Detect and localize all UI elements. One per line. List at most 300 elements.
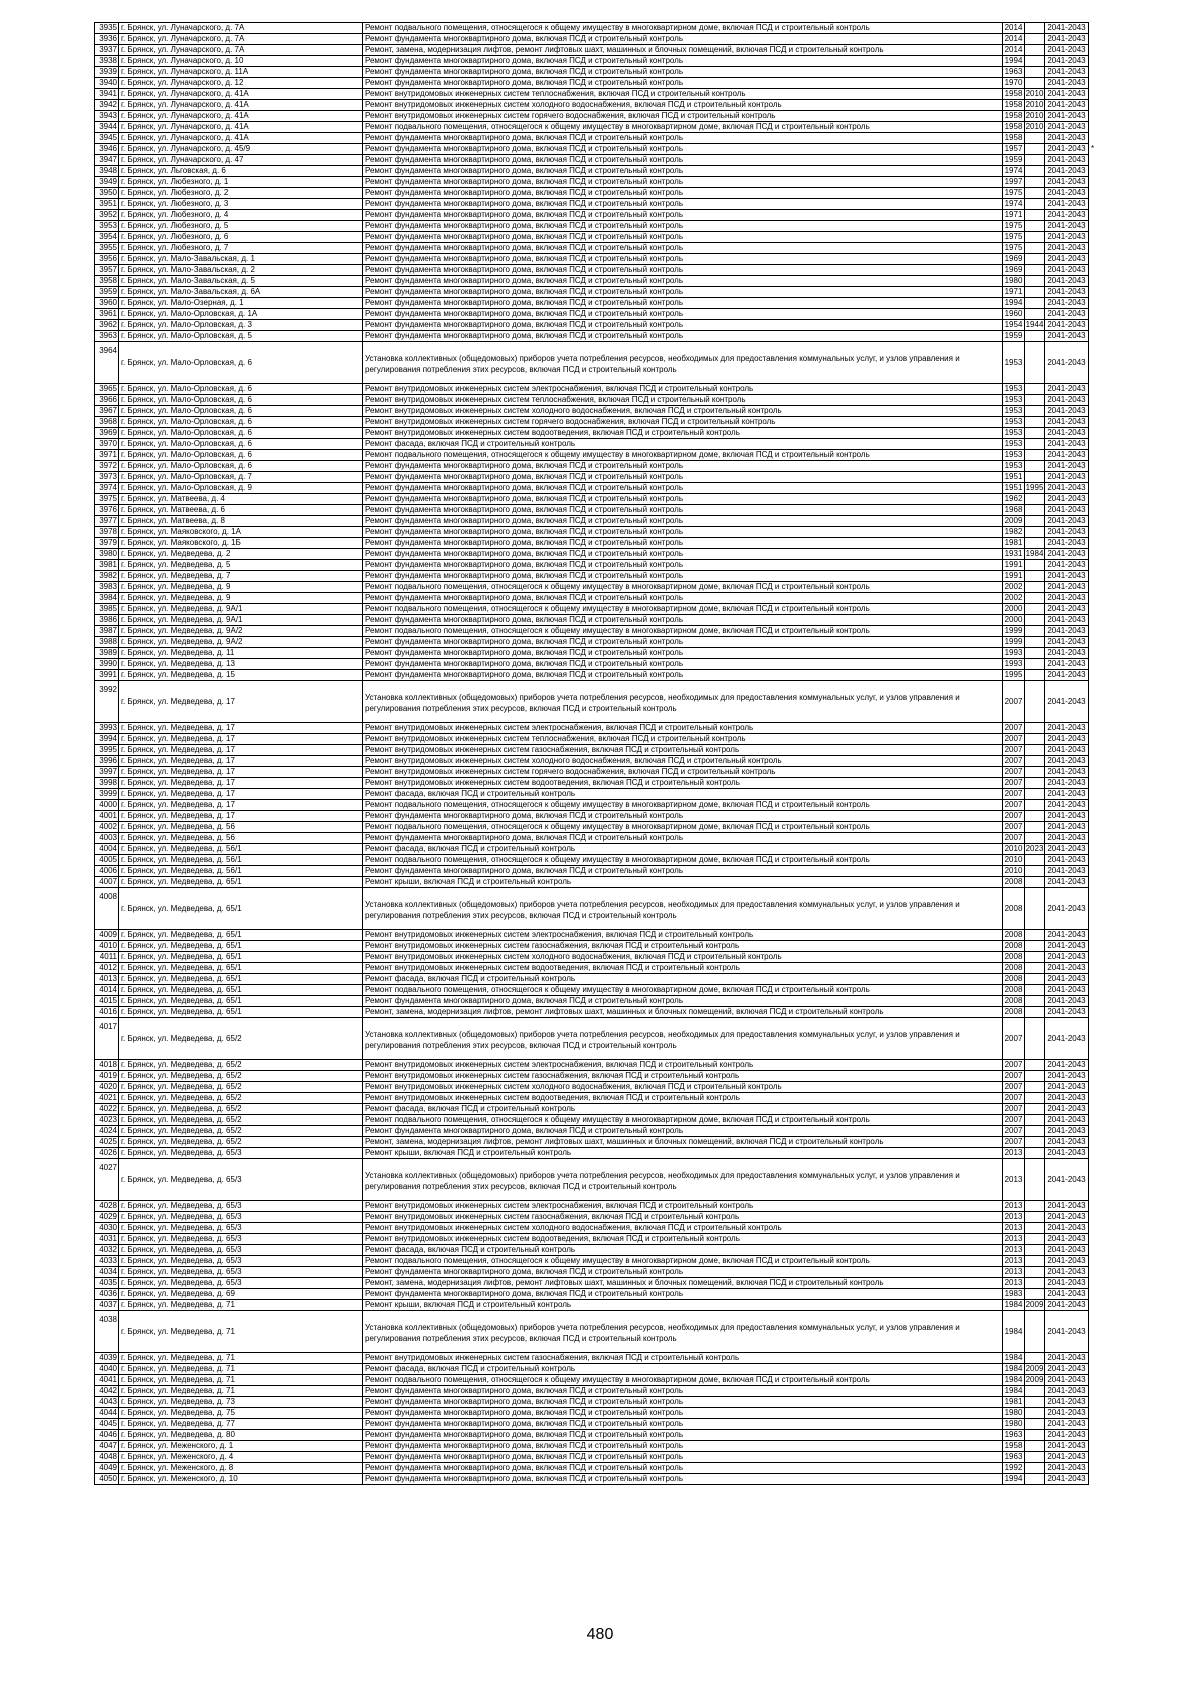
year-built-cell: 2007 (1003, 745, 1025, 756)
row-number-cell: 4045 (95, 1419, 119, 1430)
address-cell: г. Брянск, ул. Медведева, д. 13 (119, 659, 363, 670)
note-mark-cell (1089, 331, 1140, 342)
note-mark-cell (1089, 538, 1140, 549)
note-mark-cell (1089, 111, 1140, 122)
year-built-cell: 1958 (1003, 100, 1025, 111)
note-mark-cell (1089, 615, 1140, 626)
row-number-cell: 3983 (95, 582, 119, 593)
table-row (95, 1071, 1140, 1082)
table-row (95, 494, 1140, 505)
work-type-cell: Ремонт внутридомовых инженерных систем холодного водоснабжения, включая ПСД и строительный контроль (363, 100, 1003, 111)
planned-period-cell: 2041-2043 (1045, 265, 1089, 276)
row-number-cell: 3964 (95, 342, 119, 384)
year-built-cell: 2007 (1003, 681, 1025, 723)
planned-period-cell: 2041-2043 (1045, 1278, 1089, 1289)
note-mark-cell (1089, 659, 1140, 670)
address-cell: г. Брянск, ул. Медведева, д. 77 (119, 1419, 363, 1430)
note-mark-cell (1089, 604, 1140, 615)
note-mark-cell (1089, 637, 1140, 648)
work-type-cell: Ремонт подвального помещения, относящегося к общему имуществу в многоквартирном доме, включая ПСД и строительный контроль (363, 822, 1003, 833)
note-mark-cell (1089, 428, 1140, 439)
table-row (95, 122, 1140, 133)
note-mark-cell (1089, 78, 1140, 89)
year-renovated-cell (1025, 582, 1045, 593)
work-type-cell: Ремонт подвального помещения, относящегося к общему имуществу в многоквартирном доме, включая ПСД и строительный контроль (363, 582, 1003, 593)
table-row (95, 1441, 1140, 1452)
year-built-cell: 1959 (1003, 331, 1025, 342)
year-built-cell: 2008 (1003, 985, 1025, 996)
year-renovated-cell (1025, 276, 1045, 287)
work-type-cell: Установка коллективных (общедомовых) приборов учета потребления ресурсов, необходимых для предоставления коммунальных услуг, и узлов управления и регулирования потребления этих ресурсов, включая ПСД и строительный контроль (363, 888, 1003, 930)
note-mark-cell (1089, 1104, 1140, 1115)
row-number-cell: 3989 (95, 648, 119, 659)
work-type-cell: Ремонт фундамента многоквартирного дома, включая ПСД и строительный контроль (363, 472, 1003, 483)
planned-period-cell: 2041-2043 (1045, 155, 1089, 166)
year-renovated-cell: 2010 (1025, 89, 1044, 98)
work-type-cell: Ремонт фасада, включая ПСД и строительный контроль (363, 789, 1003, 800)
work-type-cell: Ремонт внутридомовых инженерных систем водоотведения, включая ПСД и строительный контроль (363, 1234, 1003, 1245)
address-cell: г. Брянск, ул. Медведева, д. 17 (119, 811, 363, 822)
planned-period-cell: 2041-2043 (1045, 1212, 1089, 1223)
row-number-cell: 3976 (95, 505, 119, 516)
work-type-cell: Ремонт внутридомовых инженерных систем электроснабжения, включая ПСД и строительный контроль (363, 723, 1003, 734)
address-cell: г. Брянск, ул. Медведева, д. 65/1 (119, 996, 363, 1007)
planned-period-cell: 2041-2043 (1045, 985, 1089, 996)
note-mark-cell (1089, 1278, 1140, 1289)
table-row (95, 549, 1140, 560)
planned-period-cell: 2041-2043 (1045, 199, 1089, 210)
row-number-cell: 3952 (95, 210, 119, 221)
row-number-cell: 4023 (95, 1115, 119, 1126)
work-type-cell: Ремонт фундамента многоквартирного дома, включая ПСД и строительный контроль (363, 461, 1003, 472)
table-row (95, 1115, 1140, 1126)
year-renovated-cell (1025, 1115, 1045, 1126)
note-mark-cell (1089, 833, 1140, 844)
row-number-cell: 3997 (95, 767, 119, 778)
year-renovated-cell: 2009 (1025, 1300, 1044, 1309)
row-number-cell: 4037 (95, 1300, 119, 1311)
year-built-cell: 1957 (1003, 144, 1025, 155)
year-renovated-cell (1025, 1452, 1045, 1463)
table-row (95, 811, 1140, 822)
work-type-cell: Ремонт фундамента многоквартирного дома, включая ПСД и строительный контроль (363, 637, 1003, 648)
address-cell: г. Брянск, ул. Луначарского, д. 7А (119, 34, 363, 45)
work-type-cell: Ремонт фундамента многоквартирного дома, включая ПСД и строительный контроль (363, 1386, 1003, 1397)
year-built-cell: 1951 (1003, 483, 1025, 494)
work-type-cell: Ремонт внутридомовых инженерных систем электроснабжения, включая ПСД и строительный контроль (363, 930, 1003, 941)
year-built-cell: 1981 (1003, 538, 1025, 549)
work-type-cell: Ремонт подвального помещения, относящегося к общему имуществу в многоквартирном доме, включая ПСД и строительный контроль (363, 985, 1003, 996)
row-number-cell: 3942 (95, 100, 119, 111)
planned-period-cell: 2041-2043 (1045, 384, 1089, 395)
planned-period-cell: 2041-2043 (1045, 963, 1089, 974)
note-mark-cell (1089, 100, 1140, 111)
planned-period-cell: 2041-2043 (1045, 866, 1089, 877)
address-cell: г. Брянск, ул. Мало-Орловская, д. 3 (119, 320, 363, 331)
note-mark-cell (1089, 1126, 1140, 1137)
work-type-cell: Ремонт фасада, включая ПСД и строительный контроль (363, 1364, 1003, 1375)
work-type-cell: Ремонт фундамента многоквартирного дома, включая ПСД и строительный контроль (363, 833, 1003, 844)
year-built-cell: 2014 (1003, 23, 1025, 34)
work-type-cell: Ремонт фундамента многоквартирного дома, включая ПСД и строительный контроль (363, 1474, 1003, 1485)
address-cell: г. Брянск, ул. Маяковского, д. 1Б (119, 538, 363, 549)
table-row (95, 723, 1140, 734)
planned-period-cell: 2041-2043 (1045, 111, 1089, 122)
address-cell: г. Брянск, ул. Медведева, д. 65/2 (119, 1115, 363, 1126)
row-number-cell: 4033 (95, 1256, 119, 1267)
row-number-cell: 4034 (95, 1267, 119, 1278)
year-built-cell: 1953 (1003, 406, 1025, 417)
work-type-cell: Ремонт, замена, модернизация лифтов, ремонт лифтовых шахт, машинных и блочных помещений, включая ПСД и строительный контроль (363, 1137, 1003, 1148)
table-row (95, 221, 1140, 232)
work-type-cell: Установка коллективных (общедомовых) приборов учета потребления ресурсов, необходимых для предоставления коммунальных услуг, и узлов управления и регулирования потребления этих ресурсов, включая ПСД и строительный контроль (363, 1018, 1003, 1060)
address-cell: г. Брянск, ул. Любезного, д. 7 (119, 243, 363, 254)
address-cell: г. Брянск, ул. Медведева, д. 65/1 (119, 877, 363, 888)
address-cell: г. Брянск, ул. Медведева, д. 65/3 (119, 1201, 363, 1212)
year-renovated-cell (1025, 1278, 1045, 1289)
address-cell: г. Брянск, ул. Медведева, д. 17 (119, 767, 363, 778)
year-renovated-cell (1025, 516, 1045, 527)
table-row (95, 439, 1140, 450)
planned-period-cell: 2041-2043 (1045, 1311, 1089, 1353)
table-row (95, 243, 1140, 254)
table-row (95, 1159, 1140, 1201)
year-built-cell: 2010 (1003, 855, 1025, 866)
year-renovated-cell (1025, 745, 1045, 756)
row-number-cell: 3949 (95, 177, 119, 188)
row-number-cell: 3940 (95, 78, 119, 89)
year-built-cell: 1999 (1003, 637, 1025, 648)
work-type-cell: Ремонт внутридомовых инженерных систем электроснабжения, включая ПСД и строительный контроль (363, 1201, 1003, 1212)
year-renovated-cell (1025, 166, 1045, 177)
address-cell: г. Брянск, ул. Матвеева, д. 6 (119, 505, 363, 516)
work-type-cell: Ремонт внутридомовых инженерных систем электроснабжения, включая ПСД и строительный контроль (363, 384, 1003, 395)
year-built-cell: 1984 (1003, 1386, 1025, 1397)
row-number-cell: 4040 (95, 1364, 119, 1375)
row-number-cell: 3944 (95, 122, 119, 133)
work-type-cell: Ремонт фундамента многоквартирного дома, включая ПСД и строительный контроль (363, 811, 1003, 822)
year-built-cell: 2013 (1003, 1223, 1025, 1234)
year-renovated-cell (1025, 604, 1045, 615)
row-number-cell: 3935 (95, 23, 119, 34)
planned-period-cell: 2041-2043 (1045, 1364, 1089, 1375)
table-row (95, 822, 1140, 833)
row-number-cell: 4039 (95, 1353, 119, 1364)
year-built-cell: 1980 (1003, 1419, 1025, 1430)
row-number-cell: 3969 (95, 428, 119, 439)
year-built-cell: 2007 (1003, 822, 1025, 833)
year-built-cell: 1975 (1003, 188, 1025, 199)
row-number-cell: 3993 (95, 723, 119, 734)
planned-period-cell: 2041-2043 (1045, 626, 1089, 637)
note-mark-cell (1089, 1060, 1140, 1071)
address-cell: г. Брянск, ул. Льговская, д. 6 (119, 166, 363, 177)
work-type-cell: Ремонт, замена, модернизация лифтов, ремонт лифтовых шахт, машинных и блочных помещений, включая ПСД и строительный контроль (363, 1007, 1003, 1018)
table-row (95, 1137, 1140, 1148)
note-mark-cell (1089, 1137, 1140, 1148)
address-cell: г. Брянск, ул. Медведева, д. 56/1 (119, 844, 363, 855)
table-row (95, 111, 1140, 122)
table-row (95, 538, 1140, 549)
note-mark-cell (1089, 855, 1140, 866)
table-row (95, 571, 1140, 582)
work-type-cell: Ремонт внутридомовых инженерных систем газоснабжения, включая ПСД и строительный контроль (363, 1071, 1003, 1082)
address-cell: г. Брянск, ул. Медведева, д. 80 (119, 1430, 363, 1441)
note-mark-cell (1089, 177, 1140, 188)
note-mark-cell (1089, 1375, 1140, 1386)
year-renovated-cell (1025, 974, 1045, 985)
table-row (95, 778, 1140, 789)
year-renovated-cell (1025, 210, 1045, 221)
planned-period-cell: 2041-2043 (1045, 210, 1089, 221)
table-row (95, 877, 1140, 888)
year-renovated-cell (1025, 1082, 1045, 1093)
row-number-cell: 4017 (95, 1018, 119, 1060)
address-cell: г. Брянск, ул. Медведева, д. 17 (119, 756, 363, 767)
table-body (95, 23, 1140, 1485)
planned-period-cell: 2041-2043 (1045, 188, 1089, 199)
table-row (95, 1060, 1140, 1071)
address-cell: г. Брянск, ул. Медведева, д. 17 (119, 723, 363, 734)
note-mark-cell (1089, 1018, 1140, 1060)
note-mark-cell (1089, 582, 1140, 593)
year-built-cell: 1953 (1003, 439, 1025, 450)
planned-period-cell: 2041-2043 (1045, 615, 1089, 626)
year-built-cell: 1994 (1003, 1474, 1025, 1485)
table-row (95, 1212, 1140, 1223)
year-built-cell: 1953 (1003, 461, 1025, 472)
planned-period-cell: 2041-2043 (1045, 637, 1089, 648)
planned-period-cell: 2041-2043 (1045, 1115, 1089, 1126)
year-built-cell: 2007 (1003, 1126, 1025, 1137)
planned-period-cell: 2041-2043 (1045, 1386, 1089, 1397)
work-type-cell: Установка коллективных (общедомовых) приборов учета потребления ресурсов, необходимых для предоставления коммунальных услуг, и узлов управления и регулирования потребления этих ресурсов, включая ПСД и строительный контроль (363, 342, 1003, 384)
work-type-cell: Ремонт фундамента многоквартирного дома, включая ПСД и строительный контроль (363, 1289, 1003, 1300)
table-row (95, 342, 1140, 384)
address-cell: г. Брянск, ул. Мало-Орловская, д. 6 (119, 450, 363, 461)
table-row (95, 1353, 1140, 1364)
year-built-cell: 1984 (1003, 1353, 1025, 1364)
row-number-cell: 4004 (95, 844, 119, 855)
note-mark-cell (1089, 1007, 1140, 1018)
address-cell: г. Брянск, ул. Любезного, д. 4 (119, 210, 363, 221)
note-mark-cell (1089, 888, 1140, 930)
work-type-cell: Ремонт фундамента многоквартирного дома, включая ПСД и строительный контроль (363, 177, 1003, 188)
row-number-cell: 4024 (95, 1126, 119, 1137)
year-renovated-cell (1025, 681, 1045, 723)
year-renovated-cell (1025, 877, 1045, 888)
work-type-cell: Ремонт подвального помещения, относящегося к общему имуществу в многоквартирном доме, включая ПСД и строительный контроль (363, 800, 1003, 811)
row-number-cell: 4041 (95, 1375, 119, 1386)
year-renovated-cell (1025, 1474, 1045, 1485)
year-built-cell: 1995 (1003, 670, 1025, 681)
year-renovated-cell (1025, 177, 1045, 188)
planned-period-cell: 2041-2043 (1045, 254, 1089, 265)
table-row (95, 1018, 1140, 1060)
year-built-cell: 2013 (1003, 1201, 1025, 1212)
planned-period-cell: 2041-2043 (1045, 659, 1089, 670)
table-row (95, 155, 1140, 166)
repair-schedule-sheet (94, 22, 1139, 1485)
note-mark-cell (1089, 210, 1140, 221)
address-cell: г. Брянск, ул. Медведева, д. 17 (119, 681, 363, 723)
row-number-cell: 3951 (95, 199, 119, 210)
address-cell: г. Брянск, ул. Медведева, д. 56 (119, 833, 363, 844)
row-number-cell: 3979 (95, 538, 119, 549)
year-renovated-cell: 2009 (1025, 1375, 1044, 1384)
row-number-cell: 4019 (95, 1071, 119, 1082)
table-row (95, 1104, 1140, 1115)
row-number-cell: 3991 (95, 670, 119, 681)
note-mark-cell (1089, 1300, 1140, 1311)
planned-period-cell: 2041-2043 (1045, 1256, 1089, 1267)
row-number-cell: 3956 (95, 254, 119, 265)
year-built-cell: 1953 (1003, 428, 1025, 439)
work-type-cell: Ремонт фундамента многоквартирного дома, включая ПСД и строительный контроль (363, 670, 1003, 681)
address-cell: г. Брянск, ул. Медведева, д. 65/3 (119, 1159, 363, 1201)
planned-period-cell: 2041-2043 (1045, 1223, 1089, 1234)
address-cell: г. Брянск, ул. Медведева, д. 65/3 (119, 1223, 363, 1234)
year-renovated-cell (1025, 1419, 1045, 1430)
planned-period-cell: 2041-2043 (1045, 844, 1089, 855)
year-built-cell: 2008 (1003, 952, 1025, 963)
work-type-cell: Ремонт фундамента многоквартирного дома, включая ПСД и строительный контроль (363, 34, 1003, 45)
planned-period-cell: 2041-2043 (1045, 756, 1089, 767)
year-built-cell: 1968 (1003, 505, 1025, 516)
planned-period-cell: 2041-2043 (1045, 1267, 1089, 1278)
note-mark-cell (1089, 67, 1140, 78)
year-renovated-cell (1025, 538, 1045, 549)
year-renovated-cell: 2009 (1025, 1364, 1044, 1373)
address-cell: г. Брянск, ул. Медведева, д. 65/2 (119, 1126, 363, 1137)
address-cell: г. Брянск, ул. Мало-Орловская, д. 5 (119, 331, 363, 342)
year-renovated-cell (1025, 670, 1045, 681)
note-mark-cell (1089, 1408, 1140, 1419)
note-mark-cell (1089, 1441, 1140, 1452)
table-row (95, 985, 1140, 996)
address-cell: г. Брянск, ул. Мало-Орловская, д. 6 (119, 439, 363, 450)
work-type-cell: Ремонт подвального помещения, относящегося к общему имуществу в многоквартирном доме, включая ПСД и строительный контроль (363, 1115, 1003, 1126)
address-cell: г. Брянск, ул. Медведева, д. 65/2 (119, 1093, 363, 1104)
address-cell: г. Брянск, ул. Медведева, д. 15 (119, 670, 363, 681)
table-row (95, 472, 1140, 483)
row-number-cell: 3965 (95, 384, 119, 395)
year-built-cell: 2000 (1003, 604, 1025, 615)
row-number-cell: 4021 (95, 1093, 119, 1104)
work-type-cell: Ремонт фундамента многоквартирного дома, включая ПСД и строительный контроль (363, 210, 1003, 221)
table-row (95, 23, 1140, 34)
address-cell: г. Брянск, ул. Медведева, д. 65/1 (119, 1007, 363, 1018)
address-cell: г. Брянск, ул. Медведева, д. 65/2 (119, 1060, 363, 1071)
work-type-cell: Ремонт внутридомовых инженерных систем водоотведения, включая ПСД и строительный контроль (363, 778, 1003, 789)
year-built-cell: 2007 (1003, 800, 1025, 811)
work-type-cell: Ремонт фундамента многоквартирного дома, включая ПСД и строительный контроль (363, 221, 1003, 232)
table-row (95, 298, 1140, 309)
note-mark-cell (1089, 1267, 1140, 1278)
year-renovated-cell (1025, 1071, 1045, 1082)
year-built-cell: 1980 (1003, 1408, 1025, 1419)
note-mark-cell (1089, 155, 1140, 166)
planned-period-cell: 2041-2043 (1045, 122, 1089, 133)
year-renovated-cell (1025, 789, 1045, 800)
year-built-cell: 1963 (1003, 67, 1025, 78)
year-renovated-cell (1025, 1212, 1045, 1223)
note-mark-cell (1089, 1093, 1140, 1104)
planned-period-cell: 2041-2043 (1045, 34, 1089, 45)
work-type-cell: Ремонт внутридомовых инженерных систем водоотведения, включая ПСД и строительный контроль (363, 428, 1003, 439)
planned-period-cell: 2041-2043 (1045, 855, 1089, 866)
table-row (95, 406, 1140, 417)
row-number-cell: 3977 (95, 516, 119, 527)
planned-period-cell: 2041-2043 (1045, 505, 1089, 516)
address-cell: г. Брянск, ул. Мало-Завальская, д. 2 (119, 265, 363, 276)
row-number-cell: 3954 (95, 232, 119, 243)
row-number-cell: 4007 (95, 877, 119, 888)
row-number-cell: 4020 (95, 1082, 119, 1093)
table-row (95, 188, 1140, 199)
year-built-cell: 1970 (1003, 78, 1025, 89)
work-type-cell: Установка коллективных (общедомовых) приборов учета потребления ресурсов, необходимых для предоставления коммунальных услуг, и узлов управления и регулирования потребления этих ресурсов, включая ПСД и строительный контроль (363, 681, 1003, 723)
note-mark-cell (1089, 342, 1140, 384)
note-mark-cell (1089, 1419, 1140, 1430)
row-number-cell: 3978 (95, 527, 119, 538)
note-mark-cell (1089, 811, 1140, 822)
year-built-cell: 2007 (1003, 767, 1025, 778)
year-built-cell: 1963 (1003, 1430, 1025, 1441)
address-cell: г. Брянск, ул. Медведева, д. 7 (119, 571, 363, 582)
year-built-cell: 2013 (1003, 1159, 1025, 1201)
year-built-cell: 1984 (1003, 1364, 1025, 1375)
planned-period-cell: 2041-2043 (1045, 723, 1089, 734)
planned-period-cell: 2041-2043 (1045, 745, 1089, 756)
year-renovated-cell (1025, 1060, 1045, 1071)
note-mark-cell (1089, 395, 1140, 406)
planned-period-cell: 2041-2043 (1045, 670, 1089, 681)
row-number-cell: 3984 (95, 593, 119, 604)
planned-period-cell: 2041-2043 (1045, 461, 1089, 472)
address-cell: г. Брянск, ул. Мало-Орловская, д. 6 (119, 342, 363, 384)
table-row (95, 166, 1140, 177)
note-mark-cell (1089, 1386, 1140, 1397)
note-mark-cell (1089, 56, 1140, 67)
row-number-cell: 3958 (95, 276, 119, 287)
year-built-cell: 2008 (1003, 974, 1025, 985)
table-row (95, 1452, 1140, 1463)
year-renovated-cell (1025, 659, 1045, 670)
address-cell: г. Брянск, ул. Мало-Завальская, д. 5 (119, 276, 363, 287)
note-mark-cell (1089, 1245, 1140, 1256)
planned-period-cell: 2041-2043 (1045, 811, 1089, 822)
table-row (95, 1364, 1140, 1375)
planned-period-cell: 2041-2043 (1045, 648, 1089, 659)
work-type-cell: Ремонт внутридомовых инженерных систем газоснабжения, включая ПСД и строительный контроль (363, 1353, 1003, 1364)
year-renovated-cell (1025, 221, 1045, 232)
year-renovated-cell (1025, 822, 1045, 833)
planned-period-cell: 2041-2043 (1045, 1430, 1089, 1441)
note-mark-cell (1089, 287, 1140, 298)
year-built-cell: 1971 (1003, 287, 1025, 298)
work-type-cell: Ремонт фундамента многоквартирного дома, включая ПСД и строительный контроль (363, 265, 1003, 276)
table-row (95, 648, 1140, 659)
row-number-cell: 3996 (95, 756, 119, 767)
work-type-cell: Ремонт фундамента многоквартирного дома, включая ПСД и строительный контроль (363, 320, 1003, 331)
work-type-cell: Ремонт внутридомовых инженерных систем газоснабжения, включая ПСД и строительный контроль (363, 941, 1003, 952)
row-number-cell: 3939 (95, 67, 119, 78)
work-type-cell: Ремонт фундамента многоквартирного дома, включая ПСД и строительный контроль (363, 505, 1003, 516)
year-built-cell: 2007 (1003, 723, 1025, 734)
year-renovated-cell (1025, 472, 1045, 483)
table-row (95, 483, 1140, 494)
